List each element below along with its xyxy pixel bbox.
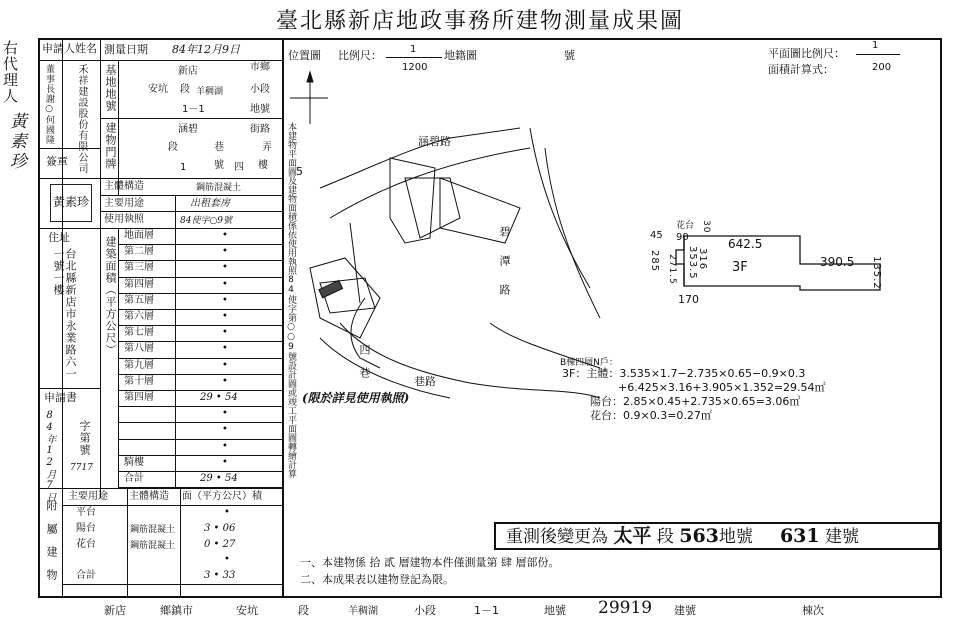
duan-unit: 段 [168,142,178,153]
floor-row-line [118,390,282,391]
calc-line-1: 3F：主體：3.535×1.7−2.735×0.65−0.9×0.3 [562,367,806,380]
plan-floor-label: 3F [732,260,748,275]
handwritten-note: (限於詳見使用執照) [302,391,410,405]
floor-row-line [118,439,282,440]
footer-subsection: 羊稠湖 [348,606,378,617]
plan-dim-d: 353.5 [687,246,698,280]
floor-row-name: 第五層 [124,295,154,306]
lane-unit: 巷 [214,142,224,153]
application-label: 申請書 [44,391,77,404]
footer-section: 安坑 [236,604,258,617]
floor-row-value: • [222,441,228,452]
permit-value: 84使字○9號 [180,216,233,226]
township: 新店 [178,66,198,77]
floor-row-name: 第三層 [124,262,154,273]
stamp-building-unit: 建號 [825,527,860,547]
footer-subsection-unit: 小段 [414,604,436,617]
plan-scale-label: 平面圖比例尺： [768,47,845,60]
floor-row-line [118,422,282,423]
floor-row-line [118,309,282,310]
plan-dim-e: 316 [697,248,708,271]
applicant-rep: 董事長謝○何國隆 [44,64,54,145]
floor-row-name: 合計 [124,473,144,484]
floor-number: 四 [234,162,244,173]
floor-row-name: 第四層 [124,392,154,403]
plan-dim-c: 285 [649,250,660,273]
township-unit: 市鄉 [250,62,270,73]
attached-row-area: • [224,507,230,518]
seal-label: 簽章 [46,155,68,168]
plan-flower-label: 花台 [676,221,695,231]
attached-row-struct: 鋼筋混凝土 [130,525,176,535]
floor-row-name: 地面層 [124,230,154,241]
stamp-building-no: 631 [779,525,820,547]
floor-row-name: 第十層 [124,376,154,387]
floor-row-line [118,341,282,342]
doorplate-label: 建物門牌 [104,122,117,170]
floor-row-value: • [222,246,228,257]
attached-header-use: 主要用途 [68,491,108,502]
plan-dim-bottom: 170 [678,293,699,306]
agent-name-3: 珍 [6,152,26,170]
plan-method-label: 面積計算式： [768,63,834,76]
attached-row-use: 合計 [76,570,96,581]
note-2: 二、本成果表以建物登記為限。 [300,573,454,586]
floor-unit: 樓 [258,160,268,171]
road-label-3: 四巷 [358,344,371,390]
map-number-5: 5 [296,165,303,178]
footer-lot-unit: 地號 [544,604,566,617]
floor-row-value: • [222,279,228,290]
floor-row-value: • [222,457,228,468]
application-date: 84年12月7日 [44,410,55,503]
plan-scale-den: 200 [872,62,892,73]
attached-row-struct: 鋼筋混凝土 [130,541,176,551]
attached-side-label: 附屬建物 [45,500,58,592]
attached-header-area: 面（平方公尺）積 [182,491,262,502]
floor-row-line [118,244,282,245]
floor-row-value: • [222,424,228,435]
attached-row-use: 陽台 [76,523,96,534]
subsection: 羊稠湖 [196,87,224,97]
door-number: 1 [180,162,187,173]
calc-line-2: +6.425×3.16+3.905×1.352=29.54㎡ [618,381,826,394]
road-label-1: 涵碧路 [418,135,451,148]
floor-row-value: • [222,295,228,306]
attached-row-area: 3 • 33 [204,570,236,581]
floor-row-value: • [222,327,228,338]
floor-row-value: 29 • 54 [200,392,238,403]
plan-dim-top: 642.5 [728,237,763,251]
location-scale-num: 1 [410,44,417,55]
subsection-unit: 小段 [250,84,270,95]
section: 安坑 [148,84,168,95]
location-label: 基地地號 [104,64,117,112]
number-unit: 號 [214,160,224,171]
main-use-value: 出租套房 [190,198,230,209]
footer-lot: 1－1 [474,604,499,617]
floor-row-line [118,406,282,407]
floor-row-line [118,277,282,278]
floor-area-side-label: 建築面積（平方公尺） [104,236,117,356]
plan-scale-num: 1 [872,40,879,51]
main-structure-value: 鋼筋混凝土 [196,183,242,193]
floor-row-line [118,487,282,488]
footer-surveyor-label: 棟次 [802,604,824,617]
scale-fraction-bar [386,57,442,58]
vertical-note: 本建物平面圖及建物面積係依使用執照84使字第○○9號設計圖或竣工平面圖轉繪計算 [286,122,296,478]
application-no: 7717 [70,463,93,473]
footer-section-unit: 段 [298,604,309,617]
floor-row-value: 29 • 54 [200,473,238,484]
permit-label: 使用執照 [104,214,144,225]
plan-dim-g: 30 [701,220,711,234]
floor-row-name: 第四層 [124,279,154,290]
plan-dim-right: 390.5 [820,255,855,269]
stamp-prefix: 重測後變更為 [506,527,608,547]
floor-row-name: 第七層 [124,327,154,338]
floor-row-name: 第六層 [124,311,154,322]
footer-building-no: 29919 [598,598,653,618]
stamp-lot-unit: 地號 [718,527,753,547]
floor-row-value: • [222,262,228,273]
road-label-2: 碧潭路 [498,226,511,313]
address-value: 台北縣新店市永業路六一一號一樓 [52,248,77,380]
road-unit: 街路 [250,124,270,135]
stamp-section: 太平 [613,525,652,547]
floor-row-line [118,325,282,326]
floor-row-line [118,260,282,261]
plan-scale-bar [856,54,900,55]
floor-row-name: 第二層 [124,246,154,257]
alley-unit: 弄 [262,142,272,153]
plan-dim-f: 271.5 [667,254,677,285]
lot-unit: 地號 [250,104,270,115]
agent-name-2: 素 [6,132,26,150]
stamp-lot: 563 [679,525,719,547]
floor-row-line [118,471,282,472]
floor-row-value: • [222,360,228,371]
main-structure-label: 主體構造 [104,181,144,192]
agent-label: 右代理人 [1,40,19,104]
calc-header: B棟四層N戶： [560,358,618,368]
applicant-seal: 黃素珍 [50,184,92,222]
attached-row-area: • [224,554,230,565]
applicant-name: 禾祥建設股份有限公司 [76,64,87,174]
floor-row-name: 騎樓 [124,457,144,468]
floor-row-value: • [222,230,228,241]
survey-date-label: 測量日期 [104,43,148,56]
address-label: 住址 [48,231,70,244]
floor-row-line [118,374,282,375]
lot: 1－1 [182,104,205,115]
attached-row-area: 3 • 06 [204,523,236,534]
attached-row-use: 平台 [76,507,96,518]
plan-dim-right-v: 135.2 [871,256,882,290]
footer-township-unit: 鄉鎮市 [160,604,193,617]
plan-dim-a: 45 [650,230,663,241]
road-label-4: 巷路 [414,375,436,388]
page-title: 臺北縣新店地政事務所建物測量成果圖 [275,9,684,34]
agent-name-1: 黃 [6,112,26,130]
footer-building-unit: 建號 [674,604,696,617]
floor-row-line [118,293,282,294]
renumbering-stamp [494,522,940,550]
floor-row-value: • [222,343,228,354]
attached-row-area: 0 • 27 [204,539,236,550]
note-1: 一、本建物係 拾 貳 層建物本件僅測量第 肆 層部份。 [300,556,560,569]
applicant-label: 申請人姓名 [42,42,97,55]
location-scale-den: 1200 [402,62,428,73]
attached-header-struct: 主體構造 [129,491,169,502]
floor-row-line [118,358,282,359]
stamp-section-unit: 段 [656,527,674,547]
floor-row-value: • [222,376,228,387]
floor-row-name: 第八層 [124,343,154,354]
survey-date-value: 84年12月9日 [172,43,240,56]
footer-township: 新店 [104,604,126,617]
calc-line-3: 陽台：2.85×0.45+2.735×0.65=3.06㎡ [590,395,801,408]
floor-row-line [118,455,282,456]
location-map-label: 位置圖 [288,49,321,62]
cadastral-label: 地籍圖 [444,49,477,62]
cadastral-number-label: 號 [564,49,575,62]
attached-row-use: 花台 [76,539,96,550]
floor-row-value: • [222,408,228,419]
section-unit: 段 [180,84,190,95]
road: 涵碧 [178,124,198,135]
location-scale-label: 比例尺： [338,49,382,62]
main-use-label: 主要用途 [104,198,144,209]
calc-line-4: 花台：0.9×0.3=0.27㎡ [590,409,712,422]
floor-row-name: 第九層 [124,360,154,371]
plan-dim-b: 90 [676,232,689,243]
application-no-label: 字第號 [78,420,91,456]
floor-row-value: • [222,311,228,322]
